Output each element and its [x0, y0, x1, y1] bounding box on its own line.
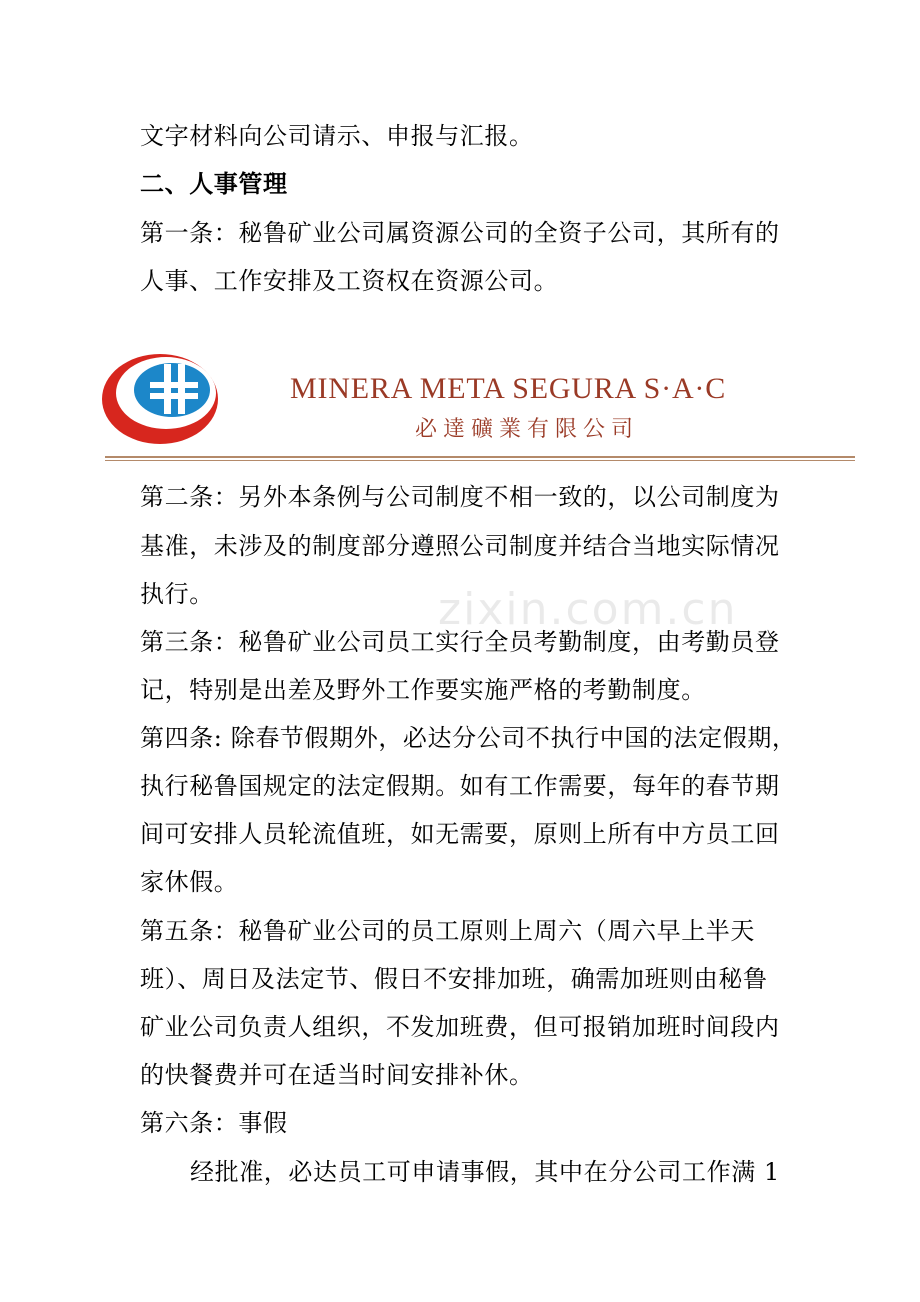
company-letterhead: [100, 350, 860, 468]
text-line-7: 执行。: [140, 580, 214, 608]
text-line-18: 第六条：事假: [140, 1109, 288, 1137]
text-line-8: 第三条：秘鲁矿业公司员工实行全员考勤制度，由考勤员登: [140, 628, 780, 656]
text-line-17: 的快餐费并可在适当时间安排补休。: [140, 1061, 534, 1089]
text-line-15: 班）、周日及法定节、假日不安排加班，确需加班则由秘鲁: [140, 965, 768, 993]
text-line-19: 经批准，必达员工可申请事假，其中在分公司工作满 1: [190, 1158, 780, 1186]
text-line-10: 第四条: 除春节假期外，必达分公司不执行中国的法定假期，: [140, 724, 797, 752]
section-heading: 二、人事管理: [140, 170, 288, 198]
text-line-12: 间可安排人员轮流值班，如无需要，原则上所有中方员工回: [140, 820, 780, 848]
company-name-english: MINERA META SEGURA S·A·C: [290, 372, 727, 405]
text-line-11: 执行秘鲁国规定的法定假期。如有工作需要，每年的春节期: [140, 772, 780, 800]
text-line-16: 矿业公司负责人组织，不发加班费，但可报销加班时间段内: [140, 1013, 780, 1041]
text-line-9: 记，特别是出差及野外工作要实施严格的考勤制度。: [140, 676, 706, 704]
text-line-6: 基准，未涉及的制度部分遵照公司制度并结合当地实际情况: [140, 532, 780, 560]
text-line-4: 人事、工作安排及工资权在资源公司。: [140, 267, 559, 295]
letterhead-divider: [105, 456, 855, 458]
company-name-chinese: 必達礦業有限公司: [415, 417, 640, 442]
company-logo-icon: [100, 350, 230, 448]
site-watermark: zixin.com.cn: [438, 584, 738, 635]
text-line-13: 家休假。: [140, 868, 239, 896]
text-line-5: 第二条：另外本条例与公司制度不相一致的，以公司制度为: [140, 483, 780, 511]
text-line-14: 第五条：秘鲁矿业公司的员工原则上周六（周六早上半天: [140, 917, 755, 945]
text-line-3: 第一条：秘鲁矿业公司属资源公司的全资子公司，其所有的: [140, 219, 780, 247]
text-line-1: 文字材料向公司请示、申报与汇报。: [140, 122, 534, 150]
letterhead-divider-thin: [105, 460, 855, 461]
